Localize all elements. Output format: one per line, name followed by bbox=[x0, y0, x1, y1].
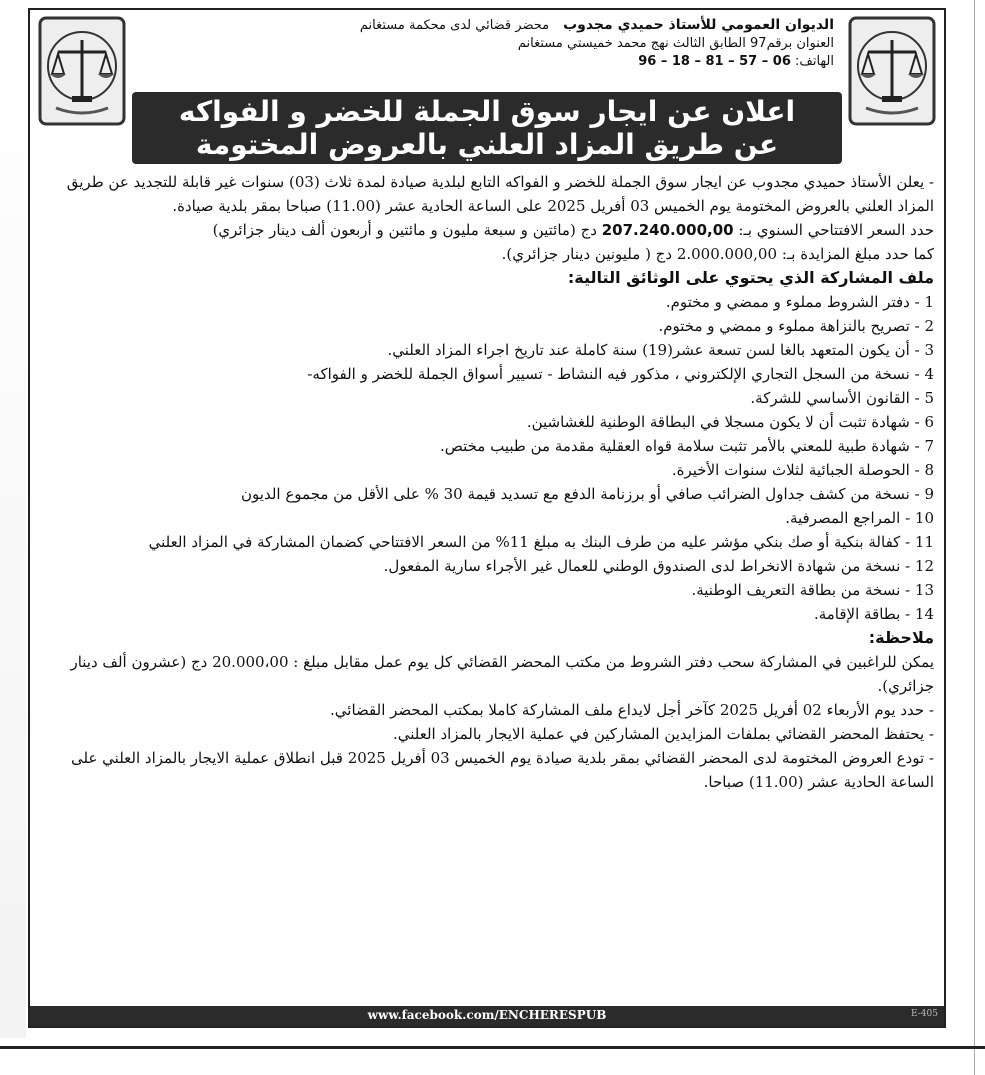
list-item: 10 - المراجع المصرفية. bbox=[785, 509, 934, 527]
list-item: 4 - نسخة من السجل التجاري الإلكتروني ، مذكور فيه النشاط - تسيير أسواق الجملة للخضر و الفواكه- bbox=[307, 365, 934, 383]
office-info bbox=[180, 16, 834, 71]
office-address: العنوان برقم97 الطابق الثالث نهج محمد خميستي مستغانم bbox=[517, 36, 834, 51]
page-margin-tint bbox=[0, 8, 26, 1038]
bid-increment bbox=[38, 242, 934, 266]
phone-number: 96 – 18 – 81 – 57 – 06 bbox=[638, 54, 791, 69]
list-item: 12 - نسخة من شهادة الانخراط لدى الصندوق الوطني للعمال غير الأجراء سارية المفعول. bbox=[383, 557, 934, 575]
list-item: 14 - بطاقة الإقامة. bbox=[813, 605, 934, 623]
opening-price-label: حدد السعر الافتتاحي السنوي بـ: bbox=[738, 221, 934, 239]
intro-paragraph: - يعلن الأستاذ حميدي مجدوب عن ايجار سوق الجملة للخضر و الفواكه التابع لبلدية صيادة لمدة ثلاث (03) سنوات غير قابلة للتجديد عن طريق المزاد العلني بالعروض المختومة يوم الخميس 03 أفريل 2025 على الساعة الحادية عشر (11.00) صباحا بمقر بلدية صيادة. bbox=[66, 173, 934, 215]
phone-label: الهاتف: bbox=[795, 54, 834, 69]
list-item: 5 - القانون الأساسي للشركة. bbox=[750, 389, 934, 407]
bid-increment-words: دج ( مليونين دينار جزائري). bbox=[501, 245, 673, 263]
opening-price-value: 207.240.000,00 bbox=[601, 221, 734, 239]
office-name: الديوان العمومي للأستاذ حميدي مجدوب bbox=[563, 17, 834, 33]
documents-heading: ملف المشاركة الذي يحتوي على الوثائق التالية: bbox=[567, 268, 934, 287]
office-phone-line bbox=[180, 53, 834, 71]
announcement-body bbox=[38, 170, 934, 794]
footer-band bbox=[30, 1006, 944, 1026]
opening-price-words: دج (مائتين و سبعة مليون و مائتين و أربعون ألف دينار جزائري) bbox=[212, 221, 597, 239]
list-item: 1 - دفتر الشروط مملوء و ممضي و مختوم. bbox=[665, 293, 934, 311]
note-3: - يحتفظ المحضر القضائي بملفات المزايدين المشاركين في عملية الايجار بالمزاد العلني. bbox=[392, 725, 934, 743]
opening-price bbox=[38, 218, 934, 242]
justice-scales-emblem-left bbox=[38, 16, 126, 126]
facebook-link[interactable]: www.facebook.com/ENCHERESPUB bbox=[367, 1008, 607, 1022]
title-band bbox=[132, 92, 842, 164]
column-rule bbox=[974, 0, 975, 1075]
announcement-header bbox=[30, 10, 944, 168]
documents-list bbox=[38, 290, 934, 626]
list-item: 6 - شهادة تثبت أن لا يكون مسجلا في البطاقة الوطنية للغشاشين. bbox=[526, 413, 934, 431]
list-item: 7 - شهادة طبية للمعني بالأمر تثبت سلامة قواه العقلية مقدمة من طبيب مختص. bbox=[439, 437, 934, 455]
notes-heading: ملاحظة: bbox=[868, 628, 934, 647]
announcement-frame bbox=[28, 8, 946, 1028]
bid-increment-label: كما حدد مبلغ المزايدة بـ: bbox=[781, 245, 934, 263]
office-line-1 bbox=[180, 16, 834, 35]
title-line-1: اعلان عن ايجار سوق الجملة للخضر و الفواكه bbox=[178, 95, 796, 128]
justice-scales-emblem-right bbox=[848, 16, 936, 126]
list-item: 2 - تصريح بالنزاهة مملوء و ممضي و مختوم. bbox=[658, 317, 934, 335]
page-bottom-rule bbox=[0, 1046, 985, 1049]
bid-increment-value: 2.000.000,00 bbox=[676, 245, 778, 263]
note-4: - تودع العروض المختومة لدى المحضر القضائي بمقر بلدية صيادة يوم الخميس 03 أفريل 2025 قبل انطلاق عملية الايجار بالمزاد العلني على الساعة الحادية عشر (11.00) صباحا. bbox=[70, 749, 934, 791]
ad-code: E-405 bbox=[911, 1009, 938, 1019]
note-1: يمكن للراغبين في المشاركة سحب دفتر الشروط من مكتب المحضر القضائي كل يوم عمل مقابل مبلغ : 20.000،00 دج (عشرون ألف دينار جزائري). bbox=[70, 653, 934, 695]
list-item: 13 - نسخة من بطاقة التعريف الوطنية. bbox=[691, 581, 934, 599]
list-item: 9 - نسخة من كشف جداول الضرائب صافي أو برزنامة الدفع مع تسديد قيمة 30 % على الأقل من مجموع الديون bbox=[241, 485, 934, 503]
list-item: 3 - أن يكون المتعهد بالغا لسن تسعة عشر(19) سنة كاملة عند تاريخ اجراء المزاد العلني. bbox=[387, 341, 934, 359]
title-line-2: عن طريق المزاد العلني بالعروض المختومة bbox=[195, 128, 779, 161]
office-role: محضر قضائي لدى محكمة مستغانم bbox=[359, 18, 550, 33]
note-2: - حدد يوم الأربعاء 02 أفريل 2025 كآخر أجل لايداع ملف المشاركة كاملا بمكتب المحضر القضائي. bbox=[330, 701, 934, 719]
list-item: 8 - الحوصلة الجبائية لثلاث سنوات الأخيرة. bbox=[671, 461, 934, 479]
list-item: 11 - كفالة بنكية أو صك بنكي مؤشر عليه من طرف البنك به مبلغ 11% من السعر الافتتاحي كضمان المشاركة في المزاد العلني bbox=[148, 533, 934, 551]
